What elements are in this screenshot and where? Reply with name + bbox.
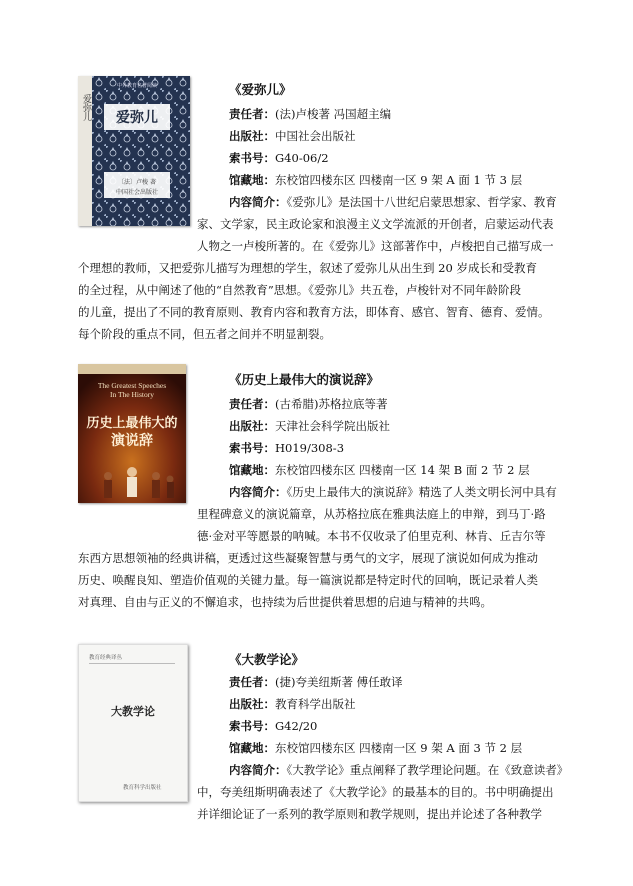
responsible-field [229, 674, 403, 690]
publisher-field [229, 418, 390, 434]
book-cover-great-didactic [78, 644, 188, 802]
cover-cn-title-2: 演说辞 [111, 433, 153, 449]
intro-label: 内容简介： [229, 485, 287, 499]
location-field [229, 462, 530, 478]
publisher-value: 天津社会科学院出版社 [275, 419, 390, 433]
cover-pattern [78, 76, 190, 226]
publisher-field [229, 128, 356, 144]
book-title: 《历史上最伟大的演说辞》 [229, 372, 380, 387]
cover-rule [89, 663, 175, 664]
intro-label: 内容简介： [229, 195, 287, 209]
intro-label: 内容简介： [229, 763, 287, 777]
location-label: 馆藏地： [229, 173, 275, 187]
intro-line: 历史、唤醒良知、塑造价值观的关键力量。每一篇演说都是特定时代的回响，既记录着人类 [78, 573, 538, 587]
location-field [229, 172, 522, 188]
intro-line: 每个阶段的重点不同，但五者之间并不明显割裂。 [78, 327, 331, 341]
intro-line: 并详细论证了一系列的教学原则和教学规则，提出并论述了各种教学 [197, 807, 542, 821]
responsible-label: 责任者： [229, 397, 275, 411]
responsible-value: (法)卢梭著 冯国超主编 [275, 107, 392, 121]
cover-top-text: 中外教育名著阅读 [116, 83, 157, 89]
responsible-field [229, 106, 391, 122]
intro-line: 的全过程，从中阐述了他的“自然教育”思想。《爱弥儿》共五卷，卢梭针对不同年龄阶段 [78, 283, 522, 297]
cover-author: 〔法〕卢梭 著 [118, 179, 156, 186]
callno-label: 索书号： [229, 441, 275, 455]
cover-publisher: 教育科学出版社 [123, 785, 162, 791]
intro-line: 里程碑意义的演说篇章，从苏格拉底在雅典法庭上的申辩，到马丁·路 [197, 507, 546, 521]
intro-line: 家、文学家，民主政论家和浪漫主义文学流派的开创者，启蒙运动代表 [197, 217, 554, 231]
cover-title: 大教学论 [111, 705, 155, 718]
location-label: 馆藏地： [229, 463, 275, 477]
intro-line [229, 484, 557, 500]
callno-field [229, 150, 329, 166]
publisher-label: 出版社： [229, 697, 275, 711]
location-value: 东校馆四楼东区 四楼南一区 14 架 B 面 2 节 2 层 [275, 463, 530, 477]
callno-value: G42/20 [275, 719, 318, 733]
intro-line [229, 762, 568, 778]
location-value: 东校馆四楼东区 四楼南一区 9 架 A 面 1 节 3 层 [275, 173, 523, 187]
responsible-label: 责任者： [229, 107, 275, 121]
location-field [229, 740, 522, 756]
cover-series: 教育经典译丛 [89, 655, 123, 661]
intro-text: 《大教学论》重点阐释了教学理论问题。在《致意读者》 [286, 763, 569, 777]
callno-value: H019/308-3 [275, 441, 345, 455]
intro-line: 德·金对平等愿景的呐喊。本书不仅收录了伯里克利、林肯、丘吉尔等 [197, 529, 546, 543]
cover-cn-title-1: 历史上最伟大的 [86, 416, 178, 431]
book-cover-speeches [78, 364, 186, 503]
intro-text: 《爱弥儿》是法国十八世纪启蒙思想家、哲学家、教育 [286, 195, 557, 209]
publisher-label: 出版社： [229, 419, 275, 433]
intro-line: 个理想的教师，又把爱弥儿描写为理想的学生，叙述了爱弥儿从出生到 20 岁成长和受教育 [78, 261, 537, 275]
publisher-value: 教育科学出版社 [275, 697, 356, 711]
callno-label: 索书号： [229, 719, 275, 733]
intro-line: 东西方思想领袖的经典讲稿，更透过这些凝聚智慧与勇气的文字，展现了演说如何成为推动 [78, 551, 538, 565]
location-value: 东校馆四楼东区 四楼南一区 9 架 A 面 3 节 2 层 [275, 741, 523, 755]
responsible-value: (古希腊)苏格拉底等著 [275, 397, 388, 411]
publisher-value: 中国社会出版社 [275, 129, 356, 143]
intro-line: 的儿童，提出了不同的教育原则、教育内容和教育方法，即体育、感官、智育、德育、爱情。 [78, 305, 550, 319]
location-label: 馆藏地： [229, 741, 275, 755]
book-title: 《爱弥儿》 [229, 82, 292, 97]
cover-en-title: The Greatest Speeches In The History [97, 381, 167, 399]
cover-publisher: 中国社会出版社 [115, 189, 158, 196]
cover-spine: 爱弥儿 [81, 94, 91, 121]
publisher-label: 出版社： [229, 129, 275, 143]
intro-line [229, 194, 557, 210]
intro-text: 《历史上最伟大的演说辞》精选了人类文明长河中具有 [286, 485, 557, 499]
responsible-label: 责任者： [229, 675, 275, 689]
intro-line: 对真理、自由与正义的不懈追求，也持续为后世提供着思想的启迪与精神的共鸣。 [78, 595, 492, 609]
responsible-field [229, 396, 387, 412]
callno-label: 索书号： [229, 151, 275, 165]
intro-line: 人物之一卢梭所著的。在《爱弥儿》这部著作中，卢梭把自己描写成一 [197, 239, 554, 253]
callno-field [229, 440, 344, 456]
responsible-value: (捷)夸美纽斯著 傅任敢译 [275, 675, 403, 689]
cover-title: 爱弥儿 [116, 110, 158, 126]
publisher-field [229, 696, 356, 712]
book-cover-emile [78, 76, 190, 226]
callno-value: G40-06/2 [275, 151, 329, 165]
book-title: 《大教学论》 [229, 652, 305, 667]
callno-field [229, 718, 317, 734]
intro-line: 中，夸美纽斯明确表述了《大教学论》的最基本的目的。书中明确提出 [197, 785, 554, 799]
